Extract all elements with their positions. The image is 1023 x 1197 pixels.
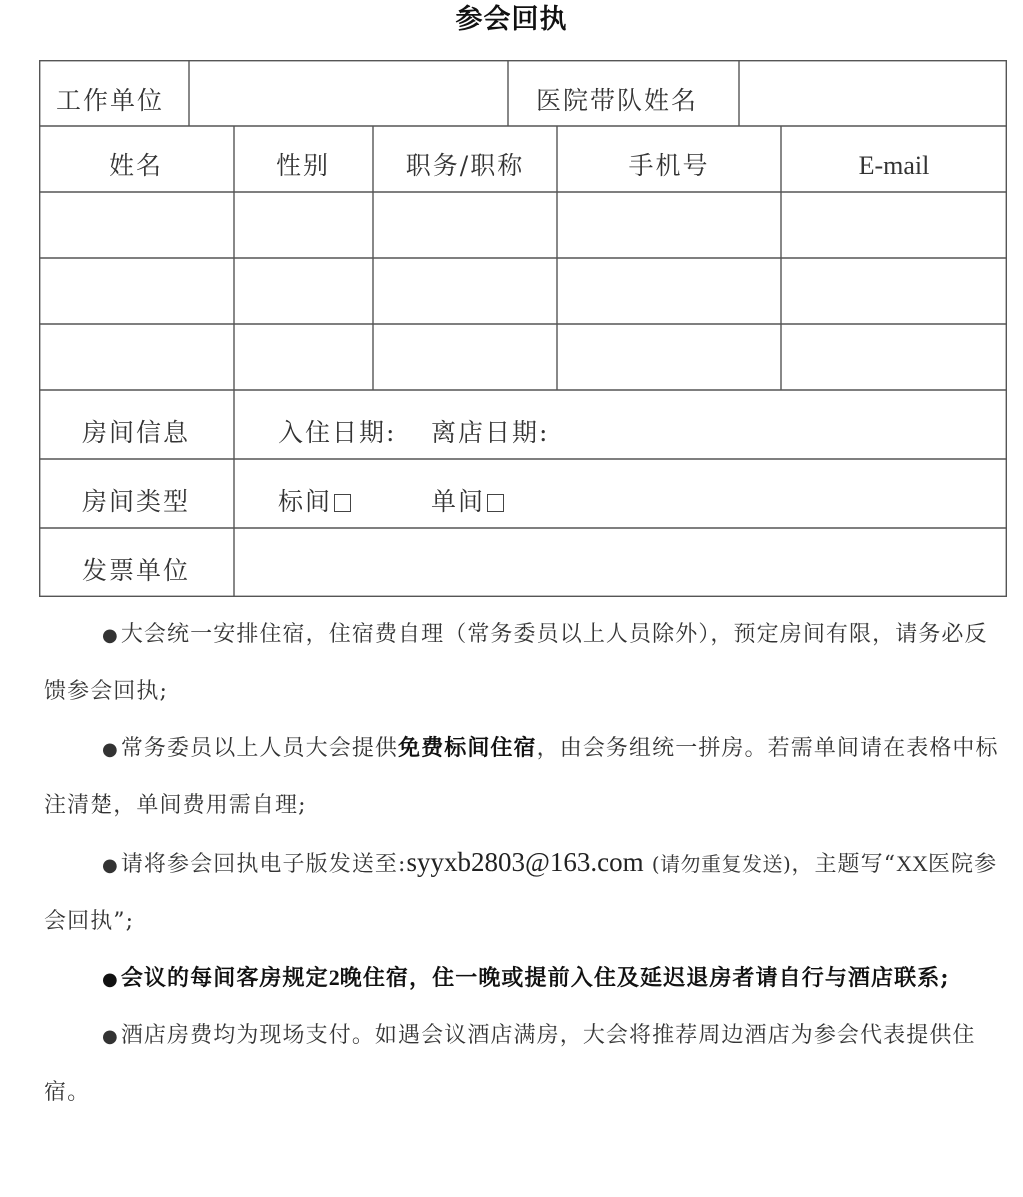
note-3-paren: (请勿重复发送)	[651, 852, 792, 876]
contact-email[interactable]: syyxb2803@163.com	[406, 847, 644, 877]
attendee-2-email-input[interactable]	[787, 332, 1004, 384]
work-unit-input[interactable]	[197, 74, 503, 116]
work-unit-label: 工作单位	[56, 86, 165, 115]
room-info-label: 房间信息	[81, 418, 191, 447]
single-room-label: 单间	[431, 487, 486, 516]
note-1	[44, 607, 1006, 720]
bullet-icon: ●	[102, 855, 119, 876]
attendee-1-gender-input[interactable]	[240, 266, 370, 318]
attendee-0-title-input[interactable]	[379, 200, 554, 252]
standard-room-option[interactable]	[278, 487, 351, 517]
standard-room-checkbox[interactable]	[334, 494, 351, 512]
note-1-text: 大会统一安排住宿，住宿费自理（常务委员以上人员除外），预定房间有限，请务必反馈参会回执;	[44, 622, 988, 704]
note-3-subject-end: 医院参会回执”;	[44, 852, 998, 934]
leader-name-input[interactable]	[747, 74, 1003, 116]
standard-room-label: 标间	[278, 487, 333, 516]
column-header-email: E-mail	[858, 151, 930, 180]
note-4-text: 会议的每间客房规定	[120, 965, 329, 991]
note-4-text-end: 晚住宿，住一晚或提前入住及延迟退房者请自行与酒店联系;	[339, 965, 950, 991]
note-2	[44, 720, 1006, 834]
single-room-checkbox[interactable]	[487, 494, 504, 512]
column-header-name: 姓名	[108, 151, 164, 180]
note-5	[44, 1008, 1006, 1121]
note-3	[44, 834, 1006, 950]
single-room-option[interactable]	[431, 487, 504, 517]
leader-name-label: 医院带队姓名	[536, 86, 699, 115]
note-2-text: 常务委员以上人员大会提供	[120, 736, 399, 761]
attendee-1-title-input[interactable]	[379, 266, 554, 318]
note-2-highlight: 免费标间住宿	[398, 735, 537, 761]
column-header-phone: 手机号	[628, 151, 710, 180]
note-2-text-end: ，由会务组统一拼房。若需单间请在表格中标注清楚，单间费用需自理;	[44, 736, 999, 818]
attendee-1-name-input[interactable]	[45, 266, 231, 318]
attendee-2-phone-input[interactable]	[563, 332, 778, 384]
notes-section	[44, 607, 1006, 1121]
invoice-unit-label: 发票单位	[81, 556, 191, 585]
note-4-nights: 2	[328, 965, 340, 990]
note-3-text: 请将参会回执电子版发送至:	[120, 852, 407, 877]
note-5-text: 酒店房费均为现场支付。如遇会议酒店满房，大会将推荐周边酒店为参会代表提供住宿。	[44, 1023, 976, 1105]
invoice-unit-input[interactable]	[242, 536, 1004, 592]
registration-form	[39, 60, 1007, 597]
attendee-2-title-input[interactable]	[379, 332, 554, 384]
column-header-gender: 性别	[275, 151, 331, 180]
bullet-icon: ●	[102, 1026, 119, 1047]
attendee-2-name-input[interactable]	[45, 332, 231, 384]
checkin-date-label: 入住日期:	[278, 418, 397, 447]
attendee-0-phone-input[interactable]	[563, 200, 778, 252]
note-3-subject: ，主题写“	[791, 852, 897, 877]
note-3-xx: XX	[896, 851, 928, 876]
bullet-icon: ●	[102, 625, 119, 646]
attendee-1-phone-input[interactable]	[563, 266, 778, 318]
note-4	[44, 950, 1006, 1008]
checkout-date-label: 离店日期:	[431, 418, 550, 447]
column-header-title: 职务/职称	[405, 151, 525, 180]
attendee-0-email-input[interactable]	[787, 200, 1004, 252]
bullet-icon: ●	[102, 969, 119, 990]
attendee-1-email-input[interactable]	[787, 266, 1004, 318]
attendee-0-gender-input[interactable]	[240, 200, 370, 252]
page-title: 参会回执	[455, 4, 568, 35]
attendee-0-name-input[interactable]	[45, 200, 231, 252]
room-type-label: 房间类型	[81, 487, 191, 516]
attendee-2-gender-input[interactable]	[240, 332, 370, 384]
bullet-icon: ●	[102, 739, 119, 760]
